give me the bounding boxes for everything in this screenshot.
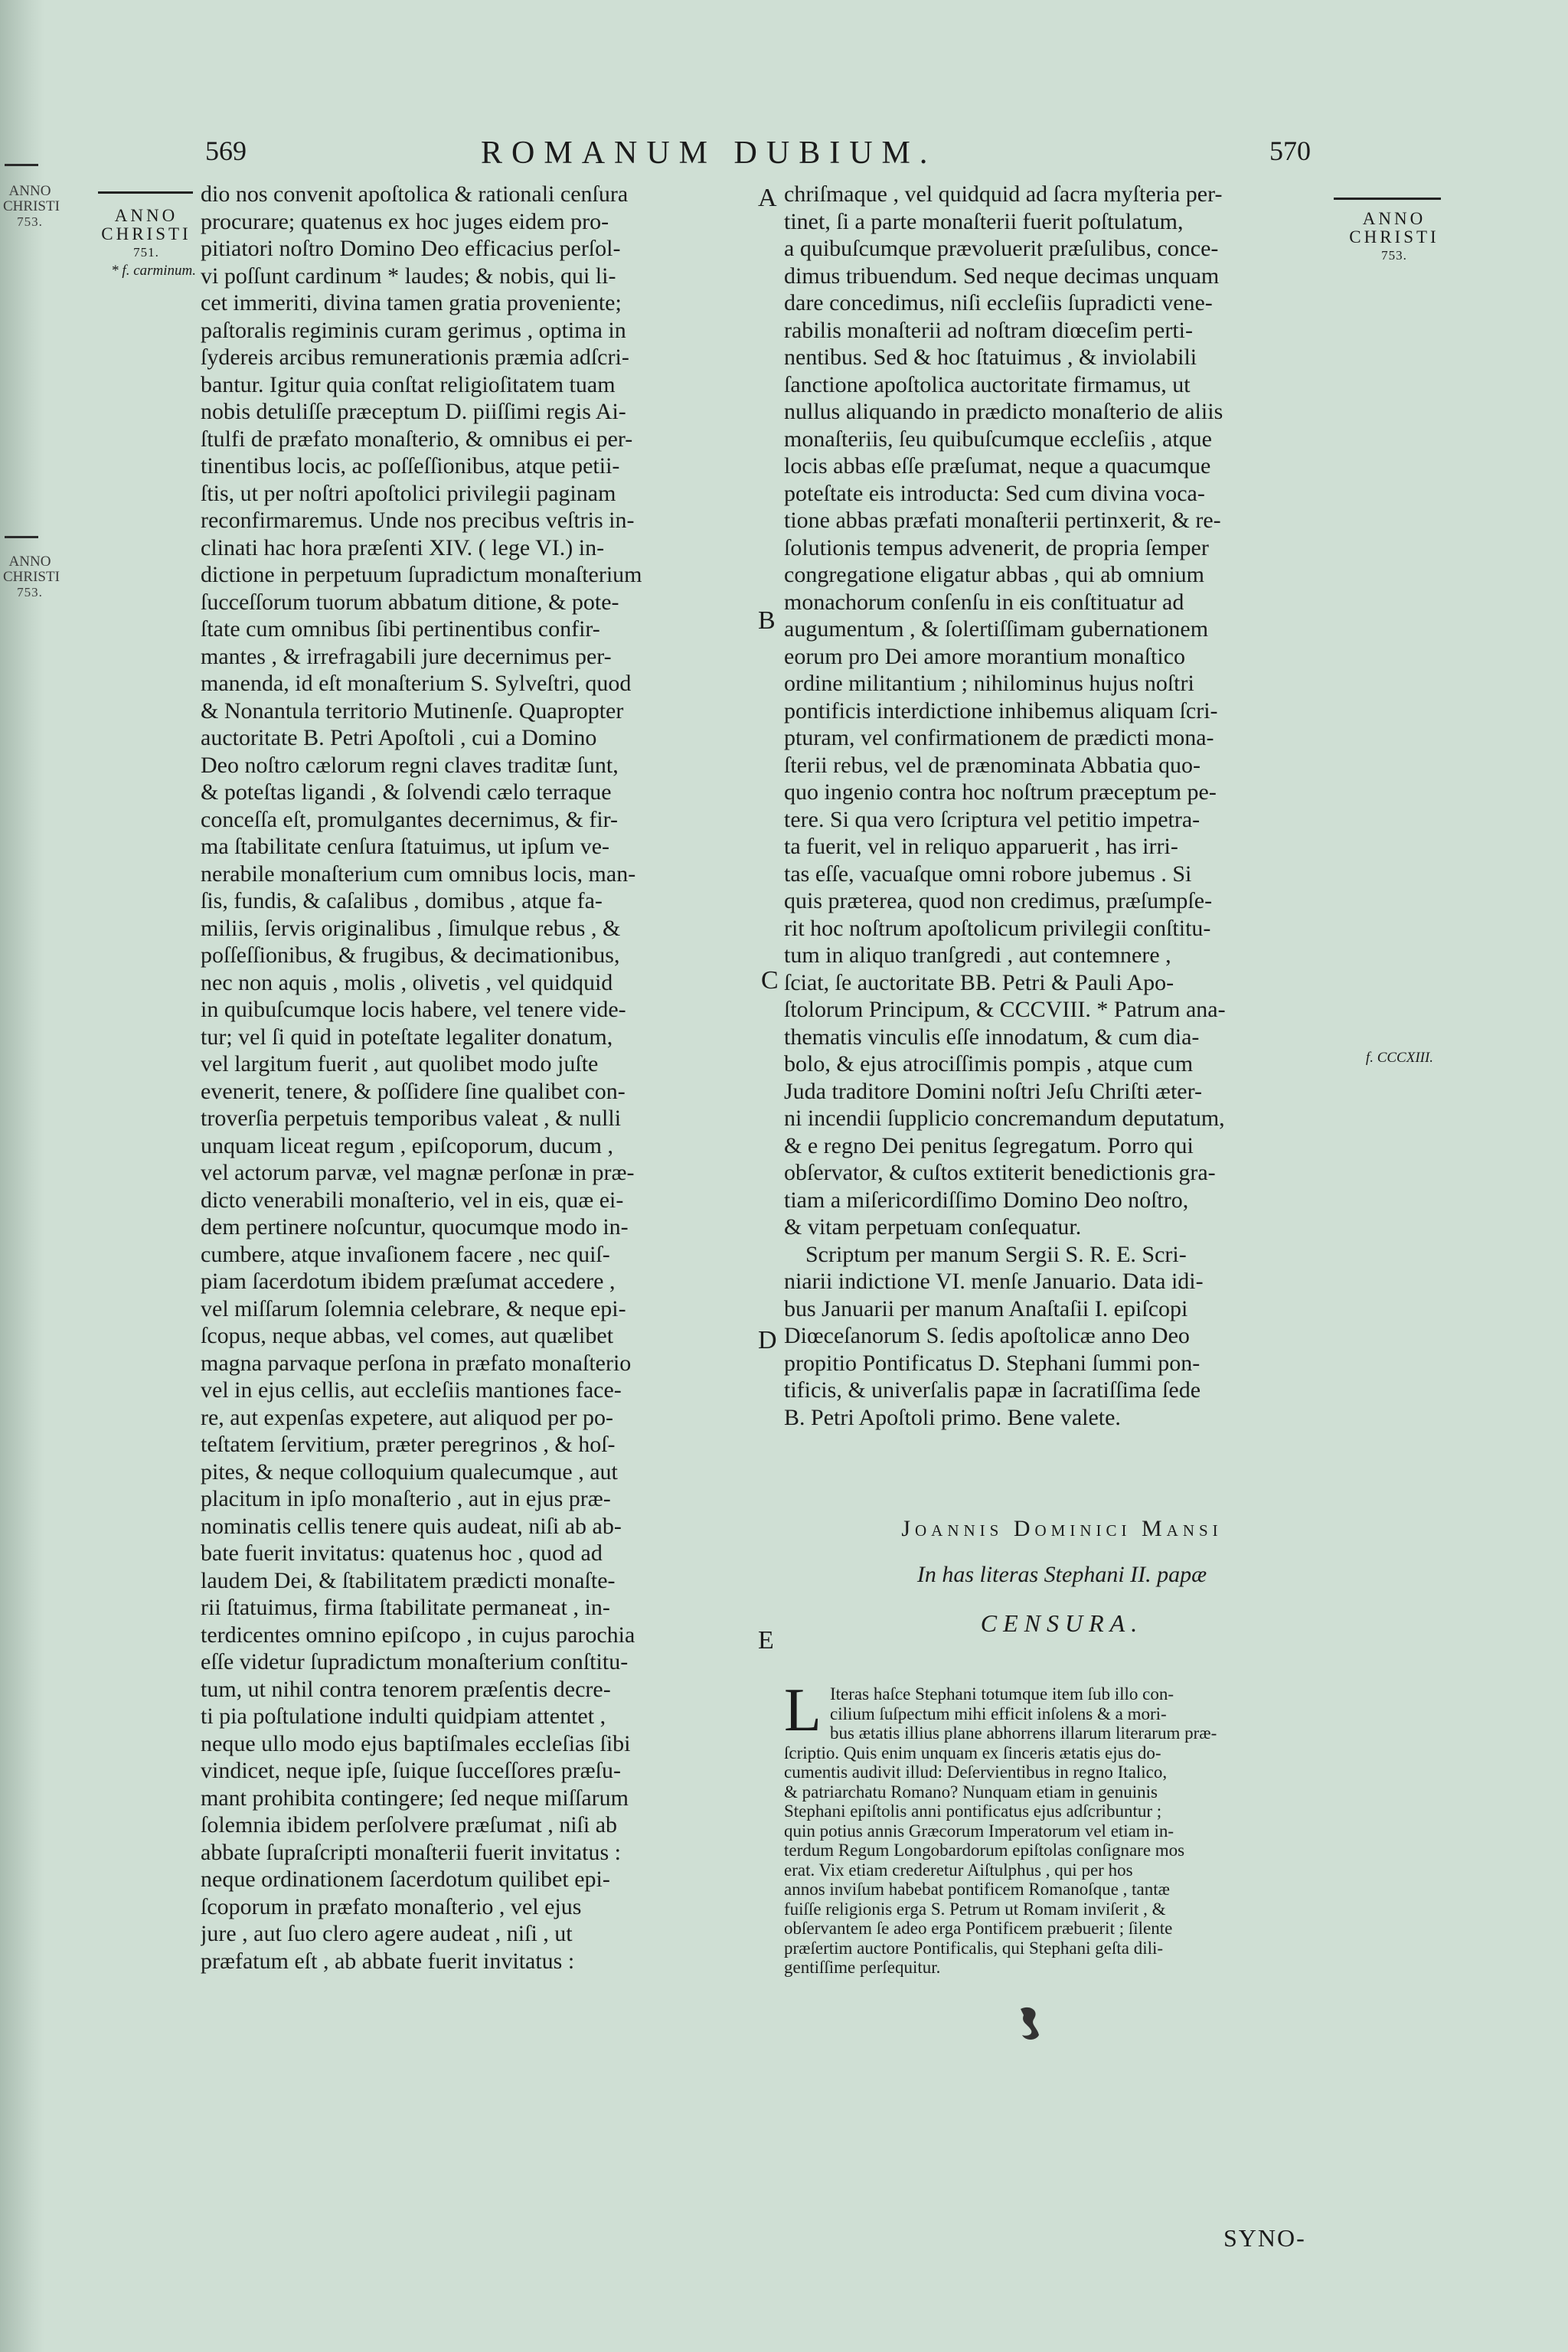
text-line: troverſia perpetuis temporibus valeat , & nulli: [201, 1106, 622, 1131]
margin-footnote-left: * f. carminum.: [111, 263, 196, 279]
text-line: terdum Regum Longobardorum epiſtolas conſignare mos: [784, 1841, 1185, 1860]
text-line: obſervator, & cuſtos extiterit benedictionis gra-: [784, 1160, 1216, 1185]
text-line: tere. Si qua vero ſcriptura vel petitio impetra-: [784, 806, 1200, 832]
margin-note-right: [1344, 210, 1444, 265]
gutter-anno-1: ANNO: [8, 183, 51, 199]
censura-title: CENSURA.: [980, 1609, 1144, 1637]
text-line: re, aut expenſas expetere, aut aliquod per po-: [201, 1404, 613, 1430]
text-line: thematis vinculis eſſe innodatum, & cum dia-: [784, 1024, 1200, 1050]
text-line: mant prohibita contingere; ſed neque miſſarum: [201, 1785, 629, 1811]
text-line: Iteras haſce Stephani totumque item ſub illo con-: [830, 1684, 1174, 1704]
text-line: vel largitum fuerit , aut quolibet modo juſte: [201, 1051, 599, 1076]
text-line: teſtatem ſervitium, præter peregrinos , & hoſ-: [201, 1432, 616, 1457]
text-line: procurare; quatenus ex hoc juges eidem pro-: [201, 208, 609, 234]
text-line: tinet, ſi a parte monaſterii fuerit poſtulatum,: [784, 208, 1184, 234]
text-line: cilium ſuſpectum mihi efficit inſolens & a mori-: [830, 1704, 1167, 1723]
text-line: dimus tribuendum. Sed neque decimas unquam: [784, 263, 1220, 289]
text-line: ſtis, ut per noſtri apoſtolici privilegii paginam: [201, 480, 616, 506]
text-line: paſtoralis regiminis curam gerimus , optima in: [201, 317, 626, 343]
text-line: annos inviſum habebat pontificem Romanoſque , tantæ: [784, 1880, 1170, 1899]
text-line: vindicet, neque ipſe, ſuique ſucceſſores præſu-: [201, 1758, 621, 1783]
text-line: unquam liceat regum , epiſcoporum, ducum ,: [201, 1132, 614, 1158]
text-line: nerabile monaſterium cum omnibus locis, man-: [201, 861, 636, 887]
page-number-right: 570: [1269, 136, 1311, 166]
margin-rule-right: [1334, 198, 1441, 200]
text-line: bus ætatis illius plane abhorrens illarum literarum præ-: [830, 1723, 1217, 1743]
text-line: abbate ſupraſcripti monaſterii fuerit invitatus :: [201, 1839, 621, 1865]
text-line: vi poſſunt cardinum * laudes; & nobis, qui li-: [201, 263, 616, 289]
text-line: & poteſtas ligandi , & ſolvendi cælo terraque: [201, 779, 612, 805]
margin-year-left: 751.: [133, 245, 159, 260]
text-line: ſtulfi de præfato monaſterio, & omnibus ei per-: [201, 426, 633, 452]
running-header: [205, 135, 1311, 181]
text-line: Stephani epiſtolis anni pontificatus ejus adſcribuntur ;: [784, 1802, 1162, 1821]
text-line: a quibuſcumque prævoluerit præſulibus, conce-: [784, 236, 1219, 261]
text-line: ti pia poſtulatione indulti quidpiam attentet ,: [201, 1704, 606, 1729]
gutter-rule-2: [5, 536, 38, 538]
text-line: ſcopus, neque abbas, vel comes, aut quælibet: [201, 1323, 614, 1348]
text-line: quin potius annis Græcorum Imperatorum vel etiam in-: [784, 1821, 1174, 1841]
text-line: rii ſtatuimus, firma ſtabilitate permaneat , in-: [201, 1595, 610, 1620]
page-number-left: 569: [205, 136, 247, 166]
text-line: nobis detuliſſe præceptum D. piiſſimi regis Ai-: [201, 399, 626, 424]
text-column-left: [201, 181, 755, 1975]
text-line: Scriptum per manum Sergii S. R. E. Scri-: [805, 1241, 1187, 1267]
text-line: neque ordinationem ſacerdotum quilibet epi-: [201, 1867, 610, 1892]
text-line: ſcoporum in præfato monaſterio , vel ejus: [201, 1893, 582, 1919]
text-line: dio nos convenit apoſtolica & rationali cenſura: [201, 181, 629, 207]
section-letter-b: B: [758, 606, 776, 635]
text-line: ſolutionis tempus advenerit, de propria ſemper: [784, 534, 1209, 560]
text-line: ſis, fundis, & caſalibus , domibus , atque fa-: [201, 888, 603, 913]
text-line: dictione in perpetuum ſupradictum monaſterium: [201, 562, 642, 587]
text-line: Diœceſanorum S. ſedis apoſtolicæ anno Deo: [784, 1323, 1190, 1348]
text-line: rabilis monaſterii ad noſtram diœceſim perti-: [784, 317, 1194, 343]
text-line: nentibus. Sed & hoc ſtatuimus , & inviolabili: [784, 345, 1197, 370]
text-line: tione abbas præfati monaſterii pertinxerit, & re-: [784, 508, 1221, 533]
text-line: ſcriptio. Quis enim unquam ex ſinceris ætatis ejus do-: [784, 1743, 1161, 1762]
text-line: ſanctione apoſtolica auctoritate firmamus, ut: [784, 371, 1191, 397]
gutter-year-1: 753.: [17, 214, 43, 229]
censura-body: [784, 1684, 1340, 1978]
text-line: reconfirmaremus. Unde nos precibus veſtris in-: [201, 508, 635, 533]
text-line: ſtolorum Principum, & CCCVIII. * Patrum ana-: [784, 997, 1226, 1022]
text-line: ordine militantium ; nihilominus hujus noſtri: [784, 671, 1194, 696]
text-line: obſervantem ſe adeo erga Pontificem præbuerit ; ſilente: [784, 1919, 1173, 1938]
text-line: miliis, ſervis originalibus , ſimulque rebus , &: [201, 915, 621, 941]
text-line: tinentibus locis, ac poſſeſſionibus, atque petii-: [201, 453, 620, 479]
text-line: quis præterea, quod non credimus, præſumpſe-: [784, 888, 1213, 913]
text-line: ſciat, ſe auctoritate BB. Petri & Pauli Apo-: [784, 969, 1174, 995]
text-line: vel actorum parvæ, vel magnæ perſonæ in præ-: [201, 1160, 635, 1185]
text-line: præfatum eſt , ab abbate fuerit invitatus :: [201, 1948, 575, 1974]
drop-cap: L: [784, 1677, 822, 1744]
gutter-year-2: 753.: [17, 585, 43, 599]
text-line: nullus aliquando in prædicto monaſterio de aliis: [784, 399, 1223, 424]
text-line: ſydereis arcibus remunerationis præmia adſcri-: [201, 345, 629, 370]
text-line: vel in ejus cellis, aut eccleſiis mantiones face-: [201, 1377, 622, 1403]
text-line: placitum in ipſo monaſterio , aut in ejus præ-: [201, 1486, 611, 1511]
gutter-note-1: [3, 183, 60, 230]
margin-note-left: [96, 207, 196, 280]
text-line: Deo noſtro cælorum regni claves traditæ ſunt,: [201, 752, 619, 778]
section-letter-e: E: [758, 1626, 774, 1655]
text-line: rit hoc noſtrum apoſtolicum privilegii conſtitu-: [784, 915, 1211, 941]
text-line: bantur. Igitur quia conſtat religioſitatem tuam: [201, 371, 616, 397]
text-line: terdicentes omnino epiſcopo , in cujus parochia: [201, 1622, 635, 1648]
text-column-right: [784, 181, 1340, 1431]
text-line: tur; vel ſi quid in poteſtate legaliter donatum,: [201, 1024, 613, 1050]
running-title: ROMANUM DUBIUM.: [481, 136, 937, 171]
text-line: laudem Dei, & ſtabilitatem prædicti monaſte-: [201, 1567, 616, 1593]
section-letter-a: A: [758, 184, 777, 212]
censura-subtitle: In has literas Stephani II. papæ: [916, 1562, 1207, 1587]
text-line: quo ingenio contra hoc noſtrum præceptum pe-: [784, 779, 1217, 805]
text-line: tas eſſe, vacuaſque omni robore jubemus . Si: [784, 861, 1192, 887]
margin-christi-left: CHRISTI: [101, 224, 191, 243]
section-letter-c: C: [761, 966, 779, 995]
margin-year-right: 753.: [1381, 248, 1407, 263]
text-line: pites, & neque colloquium qualecumque , aut: [201, 1459, 618, 1485]
text-line: manenda, id eſt monaſterium S. Sylveſtri, quod: [201, 671, 632, 696]
text-line: ma ſtabilitate cenſura ſtatuimus, ut ipſum ve-: [201, 834, 610, 859]
text-line: dem pertinere noſcuntur, quocumque modo in-: [201, 1214, 629, 1240]
text-line: augumentum , & ſolertiſſimam gubernationem: [784, 616, 1209, 642]
text-line: mantes , & irrefragabili jure decernimus per-: [201, 643, 612, 669]
text-line: eſſe videtur ſupradictum monaſterium conſtitu-: [201, 1649, 629, 1674]
text-line: cet immeriti, divina tamen gratia proveniente;: [201, 290, 622, 315]
text-line: poteſtate eis introducta: Sed cum divina voca-: [784, 480, 1205, 506]
text-line: B. Petri Apoſtoli primo. Bene valete.: [784, 1404, 1121, 1430]
text-line: locis abbas eſſe præſumat, neque a quacumque: [784, 453, 1211, 479]
text-line: niarii indictione VI. menſe Januario. Data idi-: [784, 1269, 1204, 1294]
tailpiece-ornament-icon: [1014, 2004, 1045, 2043]
text-line: pitiatori noſtro Domino Deo efficacius perſol-: [201, 236, 621, 261]
text-line: cumbere, atque invaſionem facere , nec quiſ-: [201, 1241, 610, 1267]
text-line: tificis, & univerſalis papæ in ſacratiſſima ſede: [784, 1377, 1201, 1403]
text-line: poſſeſſionibus, & frugibus, & decimationibus,: [201, 942, 620, 968]
text-line: ta fuerit, vel in reliquo apparuerit , has irri-: [784, 834, 1178, 859]
text-line: eorum pro Dei amore morantium monaſtico: [784, 643, 1186, 669]
text-line: præſertim auctore Pontificalis, qui Stephani geſta dili-: [784, 1938, 1164, 1958]
text-line: bolo, & ejus atrociſſimis pompis , atque cum: [784, 1051, 1194, 1076]
censura-author: Joannis Dominici Mansi: [901, 1516, 1223, 1541]
text-line: ſterii rebus, vel de prænominata Abbatia quo-: [784, 752, 1201, 778]
text-line: nominatis cellis tenere quis audeat, niſi ab ab-: [201, 1513, 622, 1539]
text-line: ſolemnia ibidem perſolvere præſumat , niſi ab: [201, 1812, 618, 1838]
text-line: in quibuſcumque locis habere, vel tenere vide-: [201, 997, 626, 1022]
text-line: evenerit, tenere, & poſſidere ſine qualibet con-: [201, 1078, 626, 1104]
catchword: SYNO-: [1223, 2224, 1306, 2252]
text-line: gentiſſime perſequitur.: [784, 1958, 941, 1977]
text-line: auctoritate B. Petri Apoſtoli , cui a Domino: [201, 725, 597, 750]
text-line: clinati hac hora præſenti XIV. ( lege VI.) in-: [201, 534, 605, 560]
text-line: nec non aquis , molis , olivetis , vel quidquid: [201, 969, 613, 995]
text-line: conceſſa eſt, promulgantes decernimus, & fir-: [201, 806, 619, 832]
binding-gutter: [0, 0, 44, 2352]
text-line: magna parvaque perſona in præfato monaſterio: [201, 1350, 632, 1376]
text-line: piam ſacerdotum ibidem præſumat accedere ,: [201, 1269, 616, 1294]
text-line: propitio Pontificatus D. Stephani ſummi pon-: [784, 1350, 1200, 1376]
text-line: & patriarchatu Romano? Nunquam etiam in genuinis: [784, 1782, 1158, 1802]
text-line: tiam a miſericordiſſimo Domino Deo noſtro,: [784, 1187, 1189, 1213]
text-line: neque ullo modo ejus baptiſmales eccleſias ſibi: [201, 1730, 631, 1756]
text-line: fuiſſe religionis erga S. Petrum ut Romam inviſerit , &: [784, 1899, 1166, 1919]
gutter-anno-2: ANNO: [8, 554, 51, 570]
text-line: ni incendii ſupplicio concremandum deputatum,: [784, 1106, 1225, 1131]
text-line: tum, ut nihil contra tenorem præſentis decre-: [201, 1676, 611, 1702]
text-line: ſtate cum omnibus ſibi pertinentibus confir-: [201, 616, 600, 642]
text-line: & Nonantula territorio Mutinenſe. Quapropter: [201, 697, 624, 724]
text-line: congregatione eligatur abbas , qui ab omnium: [784, 562, 1205, 587]
gutter-christi-2: CHRISTI: [3, 569, 60, 585]
text-line: & vitam perpetuam conſequatur.: [784, 1214, 1082, 1240]
text-line: cumentis audivit illud: Deſervientibus in regno Italico,: [784, 1762, 1168, 1782]
text-line: tum in aliquo tranſgredi , aut contemnere ,: [784, 942, 1171, 968]
text-line: chriſmaque , vel quidquid ad ſacra myſteria per-: [784, 181, 1223, 207]
text-line: monachorum conſenſu in eis conſtituatur ad: [784, 589, 1184, 615]
gutter-rule-1: [5, 164, 38, 166]
text-line: jure , aut ſuo clero agere audeat , niſi , ut: [201, 1921, 573, 1946]
margin-rule-left: [98, 191, 193, 194]
section-letter-d: D: [758, 1326, 777, 1354]
text-line: pturam, vel confirmationem de prædicti mona-: [784, 725, 1214, 750]
text-line: bus Januarii per manum Anaſtaſii I. epiſcopi: [784, 1295, 1188, 1321]
text-line: monaſteriis, ſeu quibuſcumque eccleſiis , atque: [784, 426, 1212, 452]
text-line: vel miſſarum ſolemnia celebrare, & neque epi-: [201, 1295, 626, 1321]
text-line: pontificis interdictione inhibemus aliquam ſcri-: [784, 697, 1218, 724]
text-line: Juda traditore Domini noſtri Jeſu Chriſti æter-: [784, 1078, 1202, 1104]
gutter-christi-1: CHRISTI: [3, 198, 60, 214]
text-line: bate fuerit invitatus: quatenus hoc , quod ad: [201, 1540, 603, 1566]
text-line: erat. Vix etiam crederetur Aiſtulphus , qui per hos: [784, 1860, 1133, 1880]
text-line: ſucceſſorum tuorum abbatum ditione, & pote-: [201, 589, 619, 615]
margin-footnote-right: f. CCCXIII.: [1365, 1050, 1434, 1066]
text-line: dare concedimus, niſi eccleſiis ſupradicti vene-: [784, 290, 1213, 315]
text-line: & e regno Dei penitus ſegregatum. Porro qui: [784, 1132, 1194, 1158]
margin-anno-left: ANNO: [114, 206, 178, 225]
text-line: dicto venerabili monaſterio, vel in eis, quæ ei-: [201, 1187, 624, 1213]
gutter-note-2: [3, 554, 60, 600]
margin-anno-right: ANNO: [1362, 209, 1426, 228]
margin-christi-right: CHRISTI: [1349, 227, 1439, 247]
